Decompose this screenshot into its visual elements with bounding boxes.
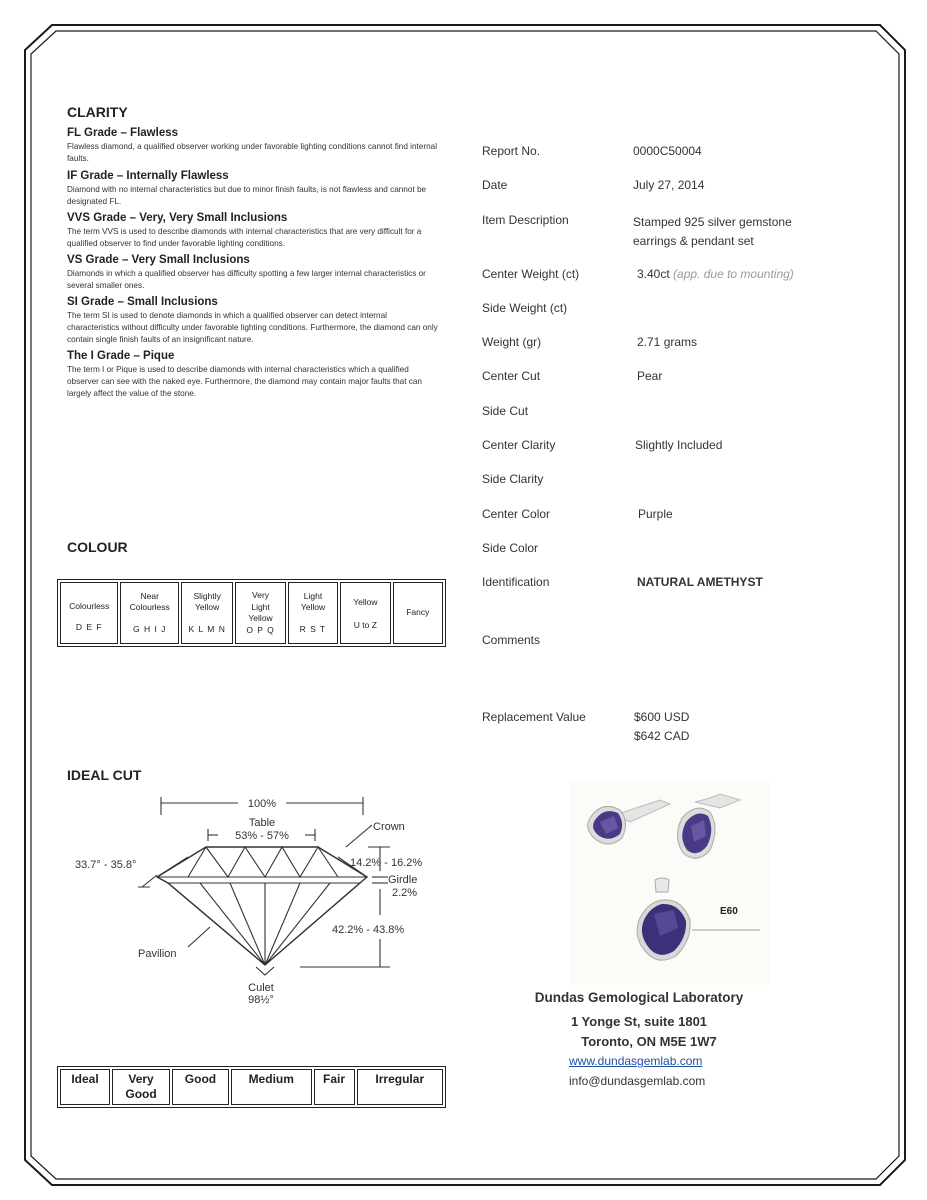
crown-height-label: 14.2% - 16.2% — [350, 857, 423, 869]
clarity-grades — [67, 127, 447, 400]
colour-range: G H I J — [132, 623, 167, 634]
colour-name: Colourless — [69, 600, 110, 611]
weight-grams-value: 2.71 grams — [637, 335, 698, 349]
cut-grade-cell: Ideal — [60, 1069, 110, 1105]
pavilion-label: Pavilion — [138, 948, 177, 960]
cut-grade-cell: Medium — [231, 1069, 312, 1105]
side-color-label: Side Color — [482, 541, 539, 555]
colour-cell-slightly-yellow — [181, 582, 233, 644]
weight-grams-label: Weight (gr) — [482, 335, 542, 349]
center-weight-value — [637, 267, 794, 281]
center-weight-carats: 3.40ct — [637, 267, 670, 281]
report-no-label: Report No. — [482, 144, 541, 158]
girdle-label: Girdle — [388, 874, 418, 886]
table-label: Table — [248, 817, 276, 829]
identification-value: NATURAL AMETHYST — [637, 575, 763, 589]
grade-description: The term SI is used to denote diamonds in which a qualified observer can detect internal characteristics without difficulty under favorable lighting conditions. Furthermore, the diamond can only contain single finish faults of an insignificant nature. — [67, 311, 438, 344]
jewelry-photo — [570, 780, 770, 985]
center-weight-label: Center Weight (ct) — [482, 267, 580, 281]
grade-si — [67, 296, 447, 346]
diamond-outline — [157, 847, 367, 965]
cut-grade-scale — [57, 1066, 446, 1108]
center-cut-value: Pear — [637, 369, 663, 383]
colour-cell-very-light-yellow — [235, 582, 285, 644]
grade-description: Flawless diamond, a qualified observer working under favorable lighting conditions cannot find internal faults. — [67, 142, 438, 163]
pointer-line — [188, 927, 210, 947]
angle-marker — [138, 875, 157, 887]
replacement-value-label: Replacement Value — [482, 710, 586, 724]
crown-angle-label: 33.7° - 35.8° — [75, 859, 137, 871]
lab-address-line2: Toronto, ON M5E 1W7 — [581, 1034, 717, 1049]
lab-name: Dundas Gemological Laboratory — [534, 990, 744, 1005]
colour-range: U to Z — [353, 620, 377, 630]
grade-vvs — [67, 212, 447, 250]
identification-label: Identification — [482, 575, 550, 589]
girdle-value: 2.2% — [392, 887, 418, 899]
center-weight-note: (app. due to mounting) — [673, 267, 794, 281]
side-weight-label: Side Weight (ct) — [482, 301, 568, 315]
culet-value: 98½° — [248, 994, 274, 1006]
colour-range: O P Q — [246, 624, 275, 635]
crown-label: Crown — [373, 821, 405, 833]
grade-title: The I Grade – Pique — [67, 350, 175, 362]
grade-title: VS Grade – Very Small Inclusions — [67, 254, 250, 266]
center-clarity-value: Slightly Included — [635, 438, 723, 452]
colour-name: Fancy — [406, 607, 430, 618]
grade-description: The term VVS is used to describe diamonds with internal characteristics that are very difficult for a qualified observer to find under favorable lighting conditions. — [67, 227, 422, 248]
colour-name: Near Colourless — [129, 590, 170, 613]
culet-label: Culet — [248, 982, 274, 994]
grade-i — [67, 350, 447, 400]
grade-title: SI Grade – Small Inclusions — [67, 296, 218, 308]
report-no-value: 0000C50004 — [633, 144, 702, 158]
grade-title: IF Grade – Internally Flawless — [67, 170, 229, 182]
side-cut-label: Side Cut — [482, 404, 529, 418]
colour-cell-colourless — [60, 582, 118, 644]
center-cut-label: Center Cut — [482, 369, 541, 383]
grade-description: The term I or Pique is used to describe diamonds with internal characteristics which a qualified observer can see with the naked eye. Furthermore, the diamond may contain major faults that can largely affect the value of the stone. — [67, 365, 422, 398]
colour-heading: COLOUR — [67, 539, 128, 555]
total-width-label: 100% — [247, 798, 277, 810]
grade-title: VVS Grade – Very, Very Small Inclusions — [67, 212, 288, 224]
grade-description: Diamond with no internal characteristics but due to minor finish faults, is not flawless and cannot be designated FL. — [67, 185, 427, 206]
date-value: July 27, 2014 — [633, 178, 705, 192]
cut-grade-cell: Irregular — [357, 1069, 443, 1105]
colour-cell-yellow — [340, 582, 390, 644]
date-label: Date — [482, 178, 508, 192]
colour-name: Slightly Yellow — [193, 590, 221, 613]
lab-website-link[interactable]: www.dundasgemlab.com — [569, 1054, 703, 1068]
comments-label: Comments — [482, 633, 541, 647]
lab-address-line1: 1 Yonge St, suite 1801 — [570, 1014, 708, 1029]
replacement-value-cad: $642 CAD — [634, 729, 690, 743]
colour-name: Very Light Yellow — [248, 590, 273, 623]
crown-facets — [157, 847, 338, 877]
colour-cell-light-yellow — [288, 582, 338, 644]
colour-cell-fancy — [393, 582, 443, 644]
cut-grade-cell: Fair — [314, 1069, 355, 1105]
colour-range: D E F — [75, 622, 103, 632]
clarity-heading: CLARITY — [67, 104, 128, 120]
diamond-proportions-diagram — [60, 785, 450, 1010]
item-description-label: Item Description — [482, 213, 569, 227]
colour-range: K L M N — [188, 623, 226, 634]
photo-tag: E60 — [720, 906, 738, 917]
center-color-label: Center Color — [482, 507, 551, 521]
center-color-value: Purple — [638, 507, 673, 521]
pointer-line — [346, 825, 372, 847]
colour-range: R S T — [299, 623, 327, 634]
replacement-value-usd: $600 USD — [634, 710, 690, 724]
side-clarity-label: Side Clarity — [482, 472, 544, 486]
cut-grade-cell: Very Good — [112, 1069, 170, 1105]
item-description-value: Stamped 925 silver gemstone earrings & pendant set — [633, 215, 792, 248]
colour-scale-table — [57, 579, 446, 647]
grade-vs — [67, 254, 447, 292]
colour-cell-near-colourless — [120, 582, 178, 644]
pavilion-depth-label: 42.2% - 43.8% — [332, 924, 405, 936]
ideal-cut-heading: IDEAL CUT — [67, 767, 142, 783]
grade-if — [67, 170, 447, 208]
colour-name: Yellow — [353, 596, 378, 607]
culet-marker — [256, 967, 274, 975]
grade-fl — [67, 127, 447, 165]
center-clarity-label: Center Clarity — [482, 438, 556, 452]
lab-email[interactable]: info@dundasgemlab.com — [569, 1074, 706, 1088]
colour-name: Light Yellow — [300, 590, 326, 613]
cut-grade-cell: Good — [172, 1069, 229, 1105]
grade-description: Diamonds in which a qualified observer has difficulty spotting a few larger internal characteristics or several smaller ones. — [67, 269, 426, 290]
grade-title: FL Grade – Flawless — [67, 127, 179, 139]
table-range: 53% - 57% — [235, 830, 289, 842]
